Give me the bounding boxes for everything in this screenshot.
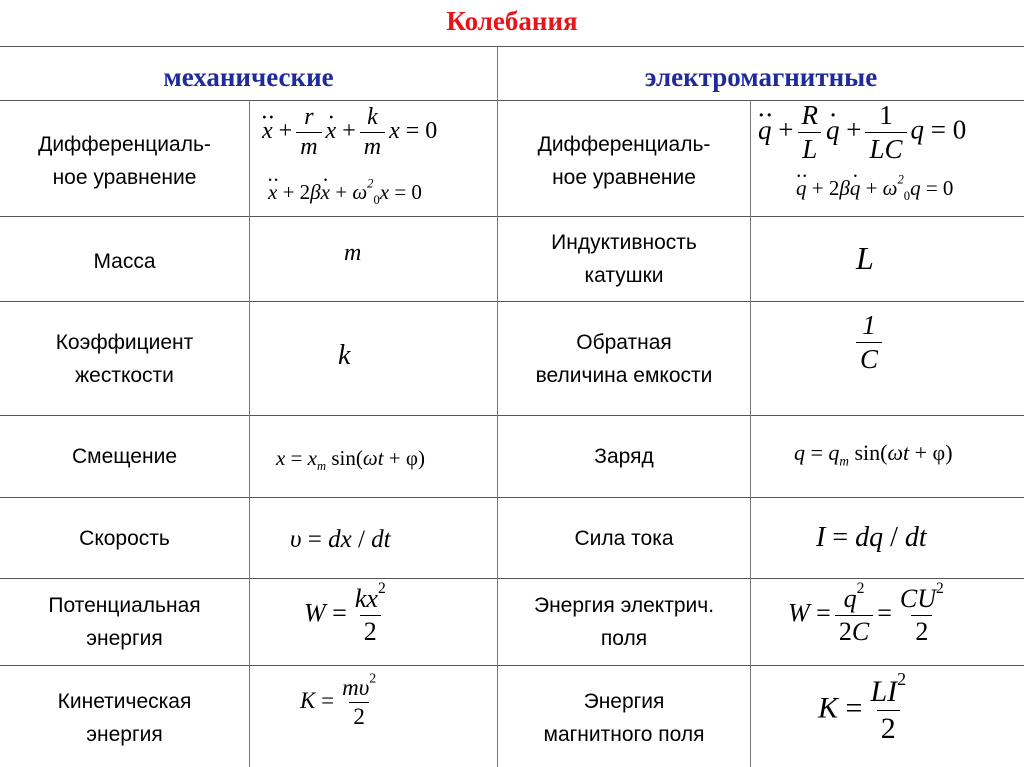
label-velocity: Скорость: [79, 526, 170, 550]
column-divider: [750, 100, 751, 767]
page-title: Колебания: [446, 6, 578, 36]
column-divider: [249, 100, 250, 767]
label-diff-equation-mech: Дифференциаль- ное уравнение: [38, 133, 211, 189]
row-divider: [0, 301, 1024, 302]
formula-mech-diff-eq-2: x ·· + 2βx · + $\omega^2_0x = 0$: [268, 180, 422, 205]
formula-current: I = dq / dt: [816, 522, 927, 553]
label-magnetic-field-energy: Энергия магнитного поля: [543, 690, 705, 746]
row-divider: [0, 415, 1024, 416]
label-potential-energy: Потенциальная энергия: [48, 593, 201, 650]
formula-em-diff-eq-2: q ·· + 2βq · + $\omega^2_0q = 0$: [796, 176, 953, 201]
label-diff-equation-em: Дифференциаль- ное уравнение: [537, 133, 711, 189]
formula-electric-field-energy: W = $\frac{q^2}{2C}$ = $\frac{CU^2}{2}$: [788, 579, 944, 646]
formula-velocity: υ = dx / dt: [290, 526, 391, 553]
row-divider: [0, 578, 1024, 579]
formula-mass: m: [344, 240, 362, 266]
formula-stiffness: k: [338, 340, 351, 371]
label-stiffness: Коэффициент жесткости: [55, 331, 194, 387]
formula-em-diff-eq-1: q ·· + $\frac{R}{L}$ q · + $\frac{1}{LC}$ q = 0: [758, 100, 966, 165]
label-inductance: Индуктивность катушки: [551, 231, 697, 287]
label-inverse-capacitance: Обратная величина емкости: [535, 331, 713, 387]
label-electric-field-energy: Энергия электрич. поля: [533, 593, 715, 650]
formula-mech-diff-eq-1: x ·· + $\frac{r}{m}$ x · + $\frac{k}{m}$ x = 0: [262, 104, 437, 161]
formula-displacement: $x = x_m$ sin(ωt + φ): [276, 446, 425, 474]
column-header-electromagnetic: электромагнитные: [644, 62, 878, 92]
formula-inverse-capacitance: $\frac{1}{C}$: [852, 310, 886, 375]
row-divider: [0, 497, 1024, 498]
label-charge: Заряд: [594, 445, 654, 469]
label-mass: Масса: [93, 249, 156, 273]
row-divider: [0, 46, 1024, 47]
label-kinetic-energy: Кинетическая энергия: [57, 690, 192, 746]
formula-potential-energy: W = $\frac{kx^2}{2}$: [304, 579, 386, 646]
formula-magnetic-field-energy: K = $\frac{LI^2}{2}$: [818, 668, 907, 745]
row-divider: [0, 665, 1024, 666]
column-header-mechanical: механические: [163, 62, 334, 92]
row-divider: [0, 216, 1024, 217]
label-displacement: Смещение: [71, 445, 177, 469]
label-current: Сила тока: [574, 526, 674, 550]
formula-charge: $q = q_m$ sin(ωt + φ): [794, 440, 953, 469]
formula-inductance: L: [856, 240, 874, 276]
formula-kinetic-energy: K = $\frac{m\upsilon^2}{2}$: [300, 670, 377, 729]
